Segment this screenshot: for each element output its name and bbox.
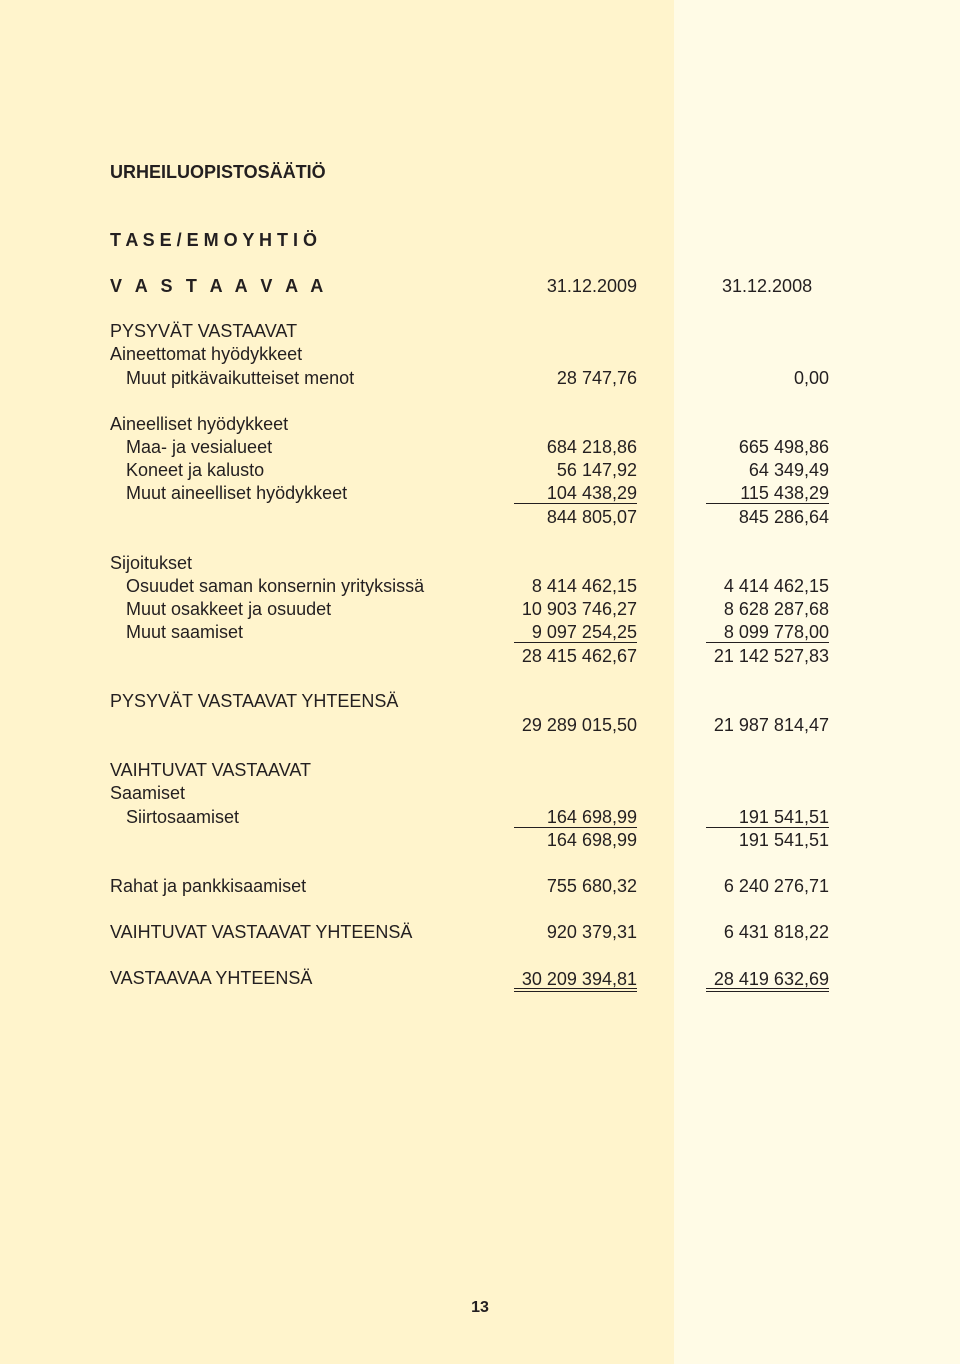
aineettomat-heading: Aineettomat hyödykkeet (110, 344, 303, 364)
subtotal-2008: 21 142 527,83 (713, 646, 829, 666)
vaihtuvat-total-2009: 920 379,31 (546, 922, 637, 942)
row-value-2009: 9 097 254,25 (531, 622, 637, 642)
pysyvat-total-2009: 29 289 015,50 (521, 715, 637, 735)
subtotal-underline (706, 827, 829, 828)
pysyvat-total-label: PYSYVÄT VASTAAVAT YHTEENSÄ (110, 691, 399, 711)
vaihtuvat-total-label: VAIHTUVAT VASTAAVAT YHTEENSÄ (110, 922, 413, 942)
row-value-2009: 104 438,29 (546, 483, 637, 503)
page-background-band (674, 0, 960, 1364)
sijoitukset-heading: Sijoitukset (110, 553, 193, 573)
subtotal-2008: 845 286,64 (738, 507, 829, 527)
row-label: Koneet ja kalusto (126, 460, 265, 480)
row-value-2009: 56 147,92 (556, 460, 637, 480)
column-date-2009: 31.12.2009 (546, 276, 637, 296)
row-label: Muut saamiset (126, 622, 244, 642)
rahat-value-2008: 6 240 276,71 (723, 876, 829, 896)
grand-total-label: VASTAAVAA YHTEENSÄ (110, 968, 313, 988)
row-value-2009: 164 698,99 (546, 807, 637, 827)
row-label: Muut osakkeet ja osuudet (126, 599, 332, 619)
row-label: Muut aineelliset hyödykkeet (126, 483, 348, 503)
subtotal-underline (706, 642, 829, 643)
section-heading: V A S T A A V A A (110, 276, 328, 296)
saamiset-heading: Saamiset (110, 783, 186, 803)
rahat-value-2009: 755 680,32 (546, 876, 637, 896)
vaihtuvat-heading: VAIHTUVAT VASTAAVAT (110, 760, 312, 780)
row-value-2008: 64 349,49 (748, 460, 829, 480)
aineelliset-heading: Aineelliset hyödykkeet (110, 414, 289, 434)
row-value-2008: 191 541,51 (738, 807, 829, 827)
vaihtuvat-total-2008: 6 431 818,22 (723, 922, 829, 942)
row-value-2009: 10 903 746,27 (521, 599, 637, 619)
page-number: 13 (471, 1299, 489, 1316)
row-label: Osuudet saman konsernin yrityksissä (126, 576, 425, 596)
pysyvat-total-2008: 21 987 814,47 (713, 715, 829, 735)
pysyvat-heading: PYSYVÄT VASTAAVAT (110, 321, 298, 341)
column-date-2008: 31.12.2008 (722, 276, 813, 296)
row-value-2009: 28 747,76 (556, 368, 637, 388)
double-underline (514, 988, 637, 989)
subtotal-2009: 28 415 462,67 (521, 646, 637, 666)
subtotal-underline (706, 503, 829, 504)
subtotal-underline (514, 827, 637, 828)
grand-total-2008: 28 419 632,69 (713, 969, 829, 989)
row-value-2008: 4 414 462,15 (723, 576, 829, 596)
double-underline (706, 991, 829, 992)
row-value-2009: 8 414 462,15 (531, 576, 637, 596)
grand-total-2009: 30 209 394,81 (521, 969, 637, 989)
double-underline (706, 988, 829, 989)
subtotal-2009: 164 698,99 (546, 830, 637, 850)
row-value-2009: 684 218,86 (546, 437, 637, 457)
row-value-2008: 115 438,29 (740, 483, 829, 503)
row-value-2008: 0,00 (793, 368, 829, 388)
row-value-2008: 8 628 287,68 (723, 599, 829, 619)
row-value-2008: 8 099 778,00 (723, 622, 829, 642)
row-value-2008: 665 498,86 (738, 437, 829, 457)
subtotal-2008: 191 541,51 (738, 830, 829, 850)
rahat-label: Rahat ja pankkisaamiset (110, 876, 307, 896)
row-label: Siirtosaamiset (126, 807, 240, 827)
row-label: Maa- ja vesialueet (126, 437, 273, 457)
double-underline (514, 991, 637, 992)
document-title: T A S E / E M O Y H T I Ö (110, 230, 318, 250)
row-label: Muut pitkävaikutteiset menot (126, 368, 355, 388)
organization-name: URHEILUOPISTOSÄÄTIÖ (110, 162, 326, 182)
subtotal-2009: 844 805,07 (546, 507, 637, 527)
subtotal-underline (514, 503, 637, 504)
subtotal-underline (514, 642, 637, 643)
